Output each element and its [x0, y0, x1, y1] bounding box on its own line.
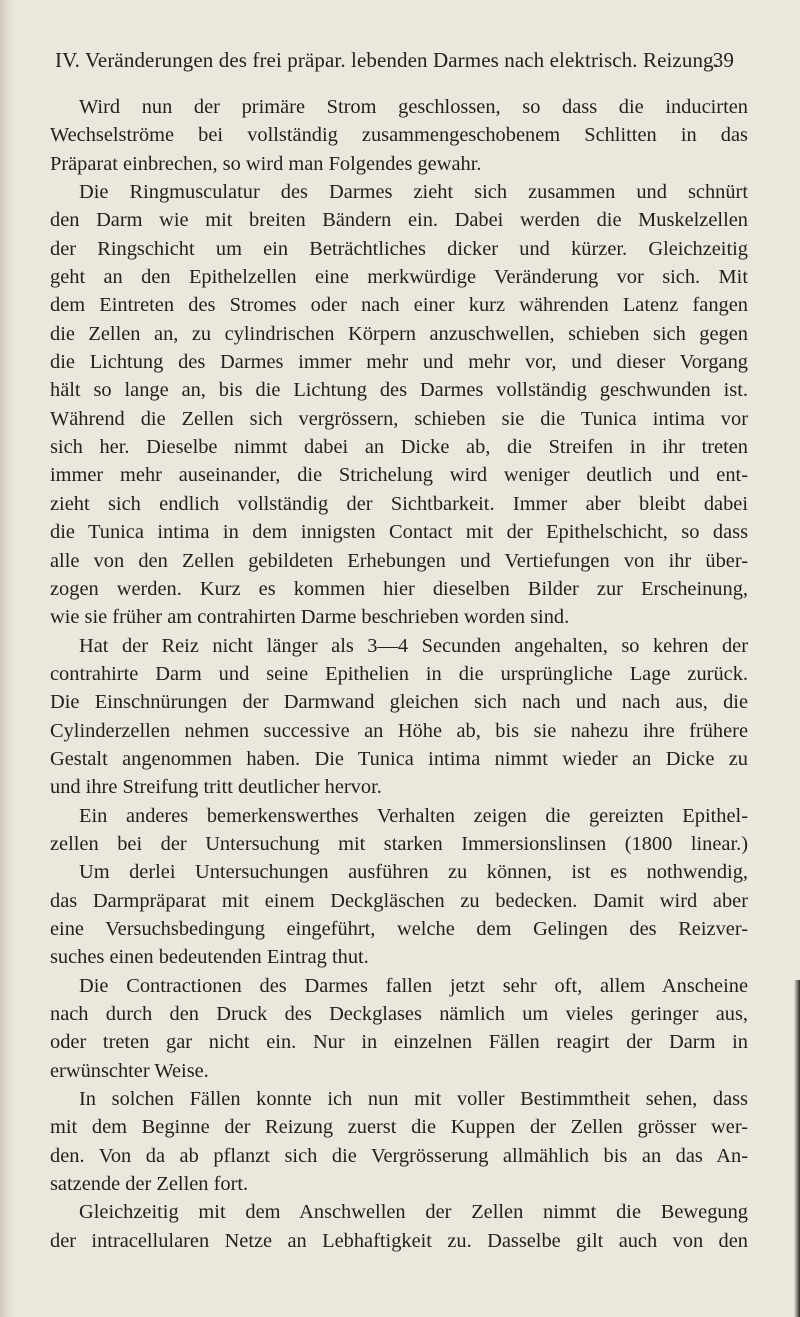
text-line: Die Contractionen des Darmes fallen jetzt sehr oft, allem Anscheine [79, 974, 748, 997]
text-line: den. Von da ab pflanzt sich die Vergrösserung allmählich bis an das An- [50, 1144, 748, 1167]
text-line: zogen werden. Kurz es kommen hier dieselben Bilder zur Erscheinung, [50, 577, 748, 600]
text-line: nach durch den Druck des Deckglases nämlich um vieles geringer aus, [50, 1003, 748, 1025]
page-number: 39 [712, 48, 734, 72]
text-line: Die Einschnürungen der Darmwand gleichen sich nach und nach aus, die [50, 691, 748, 714]
text-line: zieht sich endlich vollständig der Sichtbarkeit. Immer aber bleibt dabei [50, 492, 748, 515]
text-line: oder treten gar nicht ein. Nur in einzelnen Fällen reagirt der Darm in [50, 1031, 748, 1054]
text-line: suches einen bedeutenden Eintrag thut. [50, 946, 369, 969]
text-line: mit dem Beginne der Reizung zuerst die Kuppen der Zellen grösser wer- [50, 1116, 748, 1139]
body-text [50, 93, 748, 1255]
text-line: zellen bei der Untersuchung mit starken Immersionslinsen (1800 linear.) [50, 832, 748, 855]
text-line: und ihre Streifung tritt deutlicher hervor. [50, 776, 382, 799]
text-line: den Darm wie mit breiten Bändern ein. Dabei werden die Muskelzellen [50, 209, 748, 232]
text-line: wie sie früher am contrahirten Darme beschrieben worden sind. [50, 606, 570, 629]
text-line: sich her. Dieselbe nimmt dabei an Dicke ab, die Streifen in ihr treten [50, 436, 748, 459]
text-line: alle von den Zellen gebildeten Erhebungen und Vertiefungen von ihr über- [50, 549, 748, 572]
text-line: dem Eintreten des Stromes oder nach einer kurz währenden Latenz fangen [50, 294, 748, 317]
page-edge-shadow [794, 980, 800, 1317]
text-line: der Ringschicht um ein Beträchtliches dicker und kürzer. Gleichzeitig [50, 237, 748, 260]
text-line: Wechselströme bei vollständig zusammengeschobenem Schlitten in das [50, 124, 748, 147]
text-line: In solchen Fällen konnte ich nun mit voller Bestimmtheit sehen, dass [79, 1088, 748, 1111]
text-line: die Tunica intima in dem innigsten Contact mit der Epithelschicht, so dass [50, 521, 748, 544]
text-line: Cylinderzellen nehmen successive an Höhe ab, bis sie nahezu ihre frühere [50, 719, 748, 742]
text-line: contrahirte Darm und seine Epithelien in die ursprüngliche Lage zurück. [50, 662, 748, 685]
running-title: IV. Veränderungen des frei präpar. lebenden Darmes nach elektrisch. Reizung. [55, 48, 719, 72]
text-line: die Zellen an, zu cylindrischen Körpern anzuschwellen, schieben sich gegen [50, 322, 748, 345]
text-line: Die Ringmusculatur des Darmes zieht sich zusammen und schnürt [79, 181, 748, 204]
text-line: eine Versuchsbedingung eingeführt, welche dem Gelingen des Reizver- [50, 917, 748, 940]
text-line: Hat der Reiz nicht länger als 3—4 Secunden angehalten, so kehren der [79, 634, 748, 657]
text-line: das Darmpräparat mit einem Deckgläschen zu bedecken. Damit wird aber [50, 889, 748, 912]
text-line: satzende der Zellen fort. [50, 1173, 249, 1196]
text-line: hält so lange an, bis die Lichtung des Darmes vollständig geschwunden ist. [50, 379, 748, 402]
text-line: die Lichtung des Darmes immer mehr und mehr vor, und dieser Vorgang [50, 351, 748, 374]
text-line: der intracellularen Netze an Lebhaftigkeit zu. Dasselbe gilt auch von den [50, 1229, 748, 1252]
text-line: erwünschter Weise. [50, 1059, 209, 1082]
text-line: Gleichzeitig mit dem Anschwellen der Zellen nimmt die Bewegung [79, 1201, 748, 1224]
text-line: Wird nun der primäre Strom geschlossen, so dass die inducirten [79, 96, 748, 118]
text-line: geht an den Epithelzellen eine merkwürdige Veränderung vor sich. Mit [50, 266, 748, 289]
text-line: immer mehr auseinander, die Strichelung wird weniger deutlich und ent- [50, 464, 748, 487]
binding-gutter-shadow [0, 0, 14, 1317]
text-line: Ein anderes bemerkenswerthes Verhalten zeigen die gereizten Epithel- [79, 804, 748, 827]
running-header [55, 48, 755, 73]
text-line: Präparat einbrechen, so wird man Folgendes gewahr. [50, 152, 482, 175]
text-line: Um derlei Untersuchungen ausführen zu können, ist es nothwendig, [79, 861, 748, 884]
text-line: Während die Zellen sich vergrössern, schieben sie die Tunica intima vor [50, 407, 748, 430]
text-line: Gestalt angenommen haben. Die Tunica intima nimmt wieder an Dicke zu [50, 747, 748, 770]
